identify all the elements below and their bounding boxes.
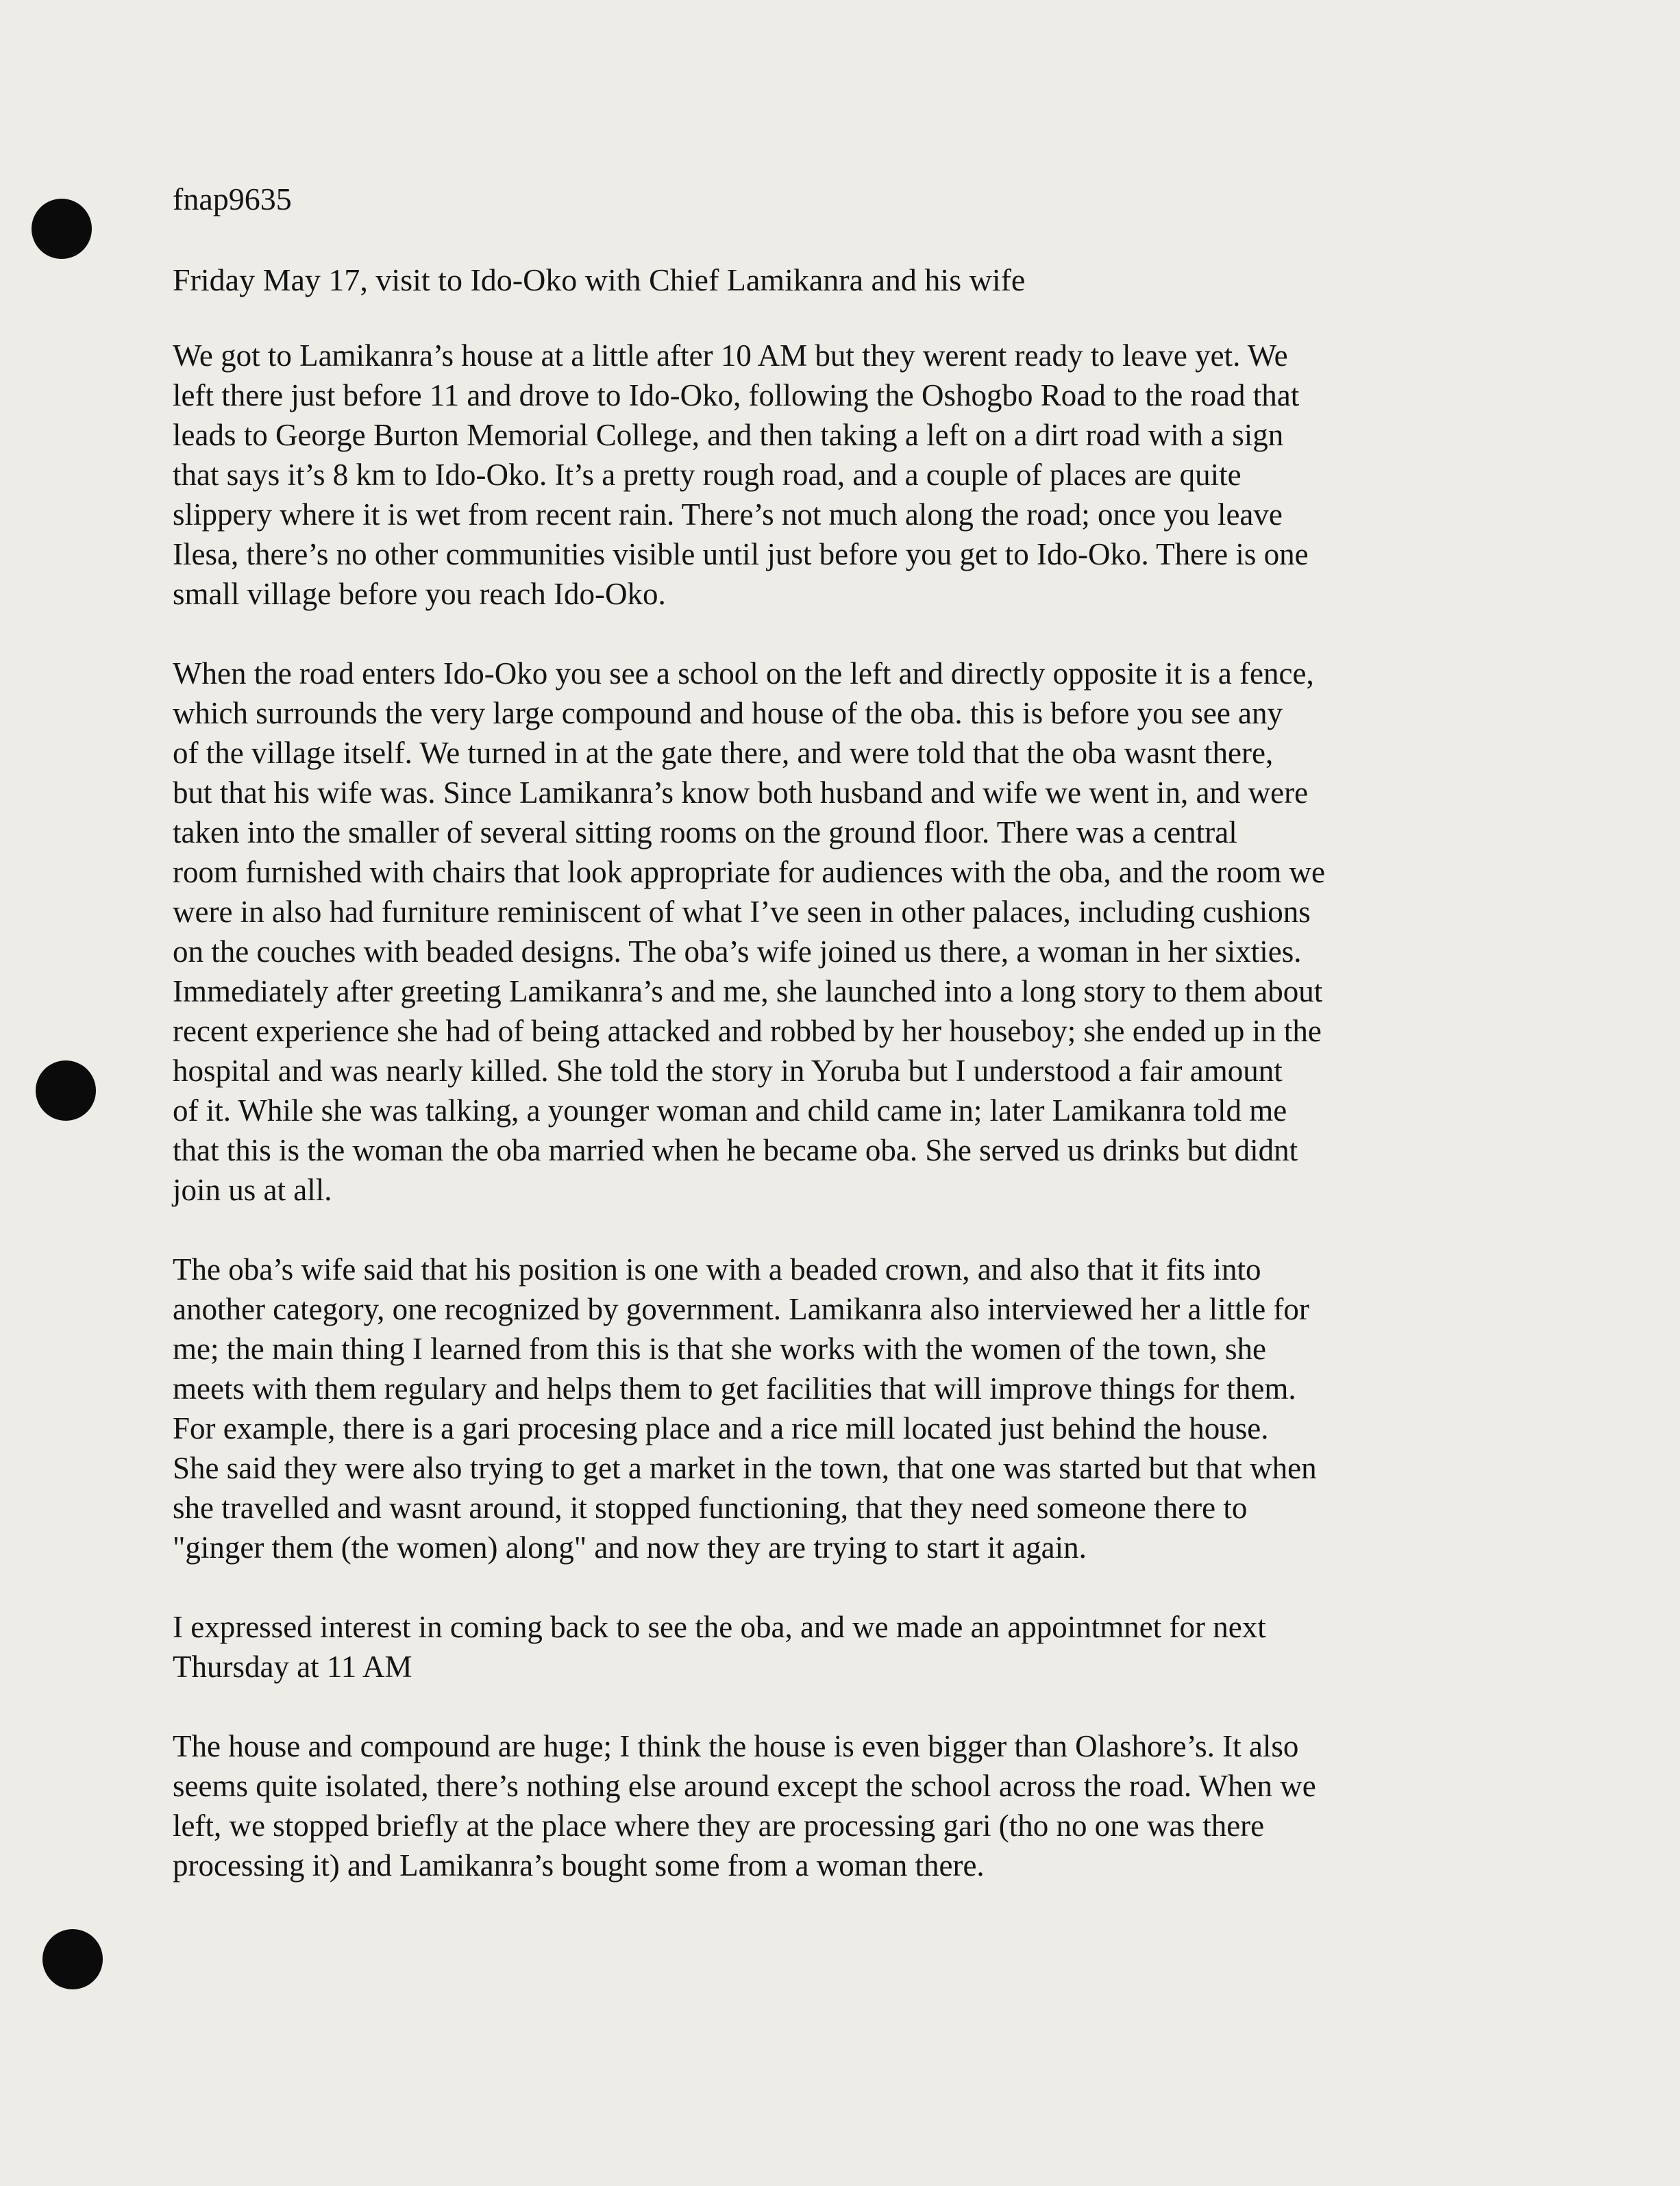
text-line: which surrounds the very large compound and house of the oba. this is before you see any xyxy=(173,696,1283,730)
paragraph-1 xyxy=(173,336,1488,614)
text-line: recent experience she had of being attacked and robbed by her houseboy; she ended up in the xyxy=(173,1014,1322,1048)
text-line: that says it’s 8 km to Ido-Oko. It’s a pretty rough road, and a couple of places are quite xyxy=(173,458,1242,492)
text-line: but that his wife was. Since Lamikanra’s know both husband and wife we went in, and were xyxy=(173,775,1309,810)
document-heading: Friday May 17, visit to Ido-Oko with Chief Lamikanra and his wife xyxy=(173,262,1026,297)
text-line: another category, one recognized by government. Lamikanra also interviewed her a little for xyxy=(173,1292,1309,1326)
text-line: of it. While she was talking, a younger woman and child came in; later Lamikanra told me xyxy=(173,1093,1287,1128)
text-line: of the village itself. We turned in at the gate there, and were told that the oba wasnt there, xyxy=(173,736,1274,770)
text-line: Immediately after greeting Lamikanra’s and me, she launched into a long story to them about xyxy=(173,974,1323,1008)
punch-hole-bottom xyxy=(42,1929,103,1989)
text-line: meets with them regulary and helps them to get facilities that will improve things for them. xyxy=(173,1371,1296,1406)
text-line: slippery where it is wet from recent rain. There’s not much along the road; once you leave xyxy=(173,497,1283,532)
text-line: she travelled and wasnt around, it stopped functioning, that they need someone there to xyxy=(173,1491,1248,1525)
text-line: The oba’s wife said that his position is one with a beaded crown, and also that it fits into xyxy=(173,1252,1261,1287)
text-line: When the road enters Ido-Oko you see a school on the left and directly opposite it is a fence, xyxy=(173,656,1314,691)
text-line: seems quite isolated, there’s nothing else around except the school across the road. When we xyxy=(173,1769,1316,1803)
text-line: I expressed interest in coming back to see the oba, and we made an appointmnet for next xyxy=(173,1610,1266,1644)
text-line: "ginger them (the women) along" and now they are trying to start it again. xyxy=(173,1530,1087,1565)
text-line: The house and compound are huge; I think the house is even bigger than Olashore’s. It also xyxy=(173,1729,1299,1763)
text-line: small village before you reach Ido-Oko. xyxy=(173,577,666,611)
punch-hole-middle xyxy=(36,1060,96,1121)
text-line: She said they were also trying to get a market in the town, that one was started but that when xyxy=(173,1451,1317,1485)
text-line: left there just before 11 and drove to Ido-Oko, following the Oshogbo Road to the road that xyxy=(173,378,1300,412)
document-body xyxy=(173,336,1488,1925)
text-line: that this is the woman the oba married when he became oba. She served us drinks but didnt xyxy=(173,1133,1298,1167)
paragraph-2 xyxy=(173,654,1488,1210)
paragraph-3 xyxy=(173,1250,1488,1567)
punch-hole-top xyxy=(32,199,92,259)
text-line: taken into the smaller of several sitting rooms on the ground floor. There was a central xyxy=(173,815,1237,849)
text-line: Ilesa, there’s no other communities visible until just before you get to Ido-Oko. There is one xyxy=(173,537,1309,571)
text-line: leads to George Burton Memorial College, and then taking a left on a dirt road with a sign xyxy=(173,418,1284,452)
paragraph-4 xyxy=(173,1607,1488,1687)
text-line: processing it) and Lamikanra’s bought some from a woman there. xyxy=(173,1848,985,1883)
text-line: were in also had furniture reminiscent of what I’ve seen in other palaces, including cushions xyxy=(173,895,1311,929)
text-line: We got to Lamikanra’s house at a little after 10 AM but they werent ready to leave yet. We xyxy=(173,338,1288,373)
text-line: For example, there is a gari procesing place and a rice mill located just behind the house. xyxy=(173,1411,1269,1445)
document-id: fnap9635 xyxy=(173,182,292,216)
text-line: on the couches with beaded designs. The oba’s wife joined us there, a woman in her sixties. xyxy=(173,934,1302,969)
paragraph-5 xyxy=(173,1726,1488,1885)
text-line: hospital and was nearly killed. She told the story in Yoruba but I understood a fair amount xyxy=(173,1054,1283,1088)
text-line: me; the main thing I learned from this is that she works with the women of the town, she xyxy=(173,1332,1266,1366)
text-line: Thursday at 11 AM xyxy=(173,1650,412,1684)
text-line: join us at all. xyxy=(173,1173,332,1207)
text-line: left, we stopped briefly at the place where they are processing gari (tho no one was there xyxy=(173,1809,1265,1843)
text-line: room furnished with chairs that look appropriate for audiences with the oba, and the room we xyxy=(173,855,1326,889)
